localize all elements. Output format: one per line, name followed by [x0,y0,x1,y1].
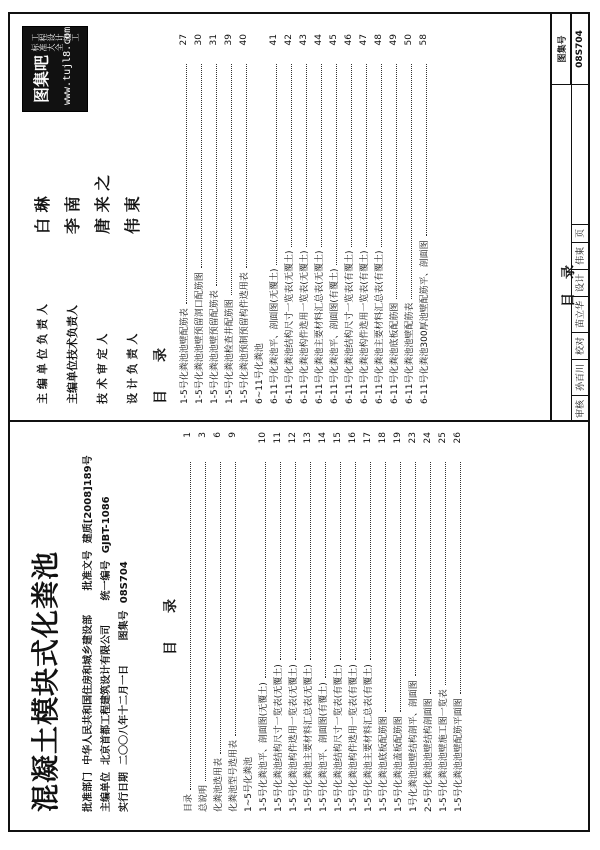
toc-dot-leader [310,462,311,660]
meta-value: 建质[2008]189号 [83,455,94,544]
toc-item-title: 6-11号化粪池池壁配筋表 [405,302,415,404]
toc-item-title: 6-11号化粪池平、剖面图(有覆土) [330,268,340,404]
bottom-cell: 审核 [572,395,588,422]
toc-item [371,34,386,404]
bottom-title-block [550,14,588,422]
toc-dot-leader [231,64,232,295]
toc-dot-leader [276,64,277,265]
resp-signature: 伟 東 [123,196,142,234]
toc-item-title: 6-11号化粪池主要材料汇总表(无覆土) [315,250,325,404]
toc-dot-leader [385,462,386,712]
toc-right [150,34,431,404]
toc-item [390,432,405,812]
bottom-cell: 苗立华 [572,296,588,332]
drawing-no-label: 图集号 [552,14,571,84]
meta-label: 批准部门 [83,772,94,812]
toc-left [180,432,465,812]
toc-item-page: 12 [287,432,298,444]
toc-dot-leader [400,462,401,712]
toc-dot-leader [430,462,431,694]
meta-row [98,455,116,812]
toc-item-page: 25 [437,432,448,444]
toc-item-page: 58 [418,34,429,46]
toc-item-title: 1-5号化粪池预制预留构件选用表 [240,272,250,404]
toc-item-page: 41 [268,34,279,46]
toc-item [386,34,401,404]
toc-item-title: 化粪池型号选用表 [229,739,239,812]
toc-item-title: 1-5号化粪池主要材料汇总表(无覆土) [304,664,314,812]
toc-item [240,432,255,812]
toc-dot-leader [336,64,337,265]
toc-title: 目 录 [163,599,179,655]
toc-item [450,432,465,812]
meta-label: 实行日期 [119,772,130,812]
toc-item [191,34,206,404]
toc-dot-leader [445,462,446,685]
toc-item-title: 1-5号化粪池池壁预留配筋表 [210,290,220,404]
toc-item-page: 6 [212,432,223,438]
toc-dot-leader [340,462,341,660]
toc-item [405,432,420,812]
bottom-cell: 伟東 [572,242,588,269]
meta-label: 统一编号 [101,560,112,601]
toc-item-title: 6~11号化粪池 [255,343,265,404]
toc-item [225,432,240,812]
toc-item [401,34,416,404]
toc-item-page: 47 [358,34,369,46]
toc-item-title: 1-5号化粪池主要材料汇总表(有覆土) [364,664,374,812]
toc-dot-leader [246,64,247,268]
toc-dot-leader [381,64,382,247]
meta-value: GJBT-1086 [101,496,112,554]
toc-item-title: 1-5号化粪池平、剖面图(无覆土) [259,682,269,812]
toc-item-title: 6-11号化粪池底板配筋图 [390,302,400,404]
toc-item [281,34,296,404]
resp-label: 技 术 审 定 人 [96,333,109,404]
toc-right-header: 目 录 [153,348,169,404]
toc-item-title: 目录 [184,793,194,812]
toc-item-page: 11 [272,432,283,444]
toc-dot-leader [460,462,461,694]
toc-dot-leader [220,462,221,754]
right-panel [10,14,588,422]
toc-dot-leader [201,64,202,268]
toc-dot-leader [190,462,191,790]
toc-item-page: 15 [332,432,343,444]
toc-item-title: 1-5号化粪池池壁配筋表 [180,308,190,404]
toc-item-page: 42 [283,34,294,46]
toc-item [356,34,371,404]
meta-label: 图集号 [119,610,130,641]
toc-item-title: 6-11号化粪池主要材料汇总表(有覆土) [375,250,385,404]
toc-item-title: 6-11号化粪池结构尺寸一览表(有覆土) [345,250,355,404]
toc-item-page: 9 [227,432,238,438]
bottom-cell: 校对 [572,332,588,359]
toc-item [180,432,195,812]
toc-item-title: 6-11号化粪池构件选用一览表(无覆土) [300,250,310,404]
document-title: 混凝土模块式化粪池 [29,550,62,812]
toc-item-page: 3 [197,432,208,438]
toc-item-title: 化粪池选用表 [214,757,224,812]
toc-dot-leader [321,64,322,247]
toc-item [345,432,360,812]
toc-dot-leader [366,64,367,247]
toc-item [195,432,210,812]
toc-item [435,432,450,812]
toc-item-title: 1-5号化粪池平、剖面图(有覆土) [319,682,329,812]
toc-item-page: 46 [343,34,354,46]
toc-item-page: 43 [298,34,309,46]
bottom-title: 目 录 [561,265,577,307]
meta-label: 主编单位 [101,772,112,812]
meta-label: 批准文号 [83,550,94,591]
toc-item-title: 1-5号化粪池结构尺寸一览表(无覆土) [274,664,284,812]
toc-dot-leader [426,64,427,236]
meta-value: 08S704 [119,561,130,604]
toc-item-title: 1-5号化粪池池壁预留洞口配筋图 [195,272,205,404]
toc-dot-leader [295,462,296,660]
toc-item-title: 1号化粪池池壁结构剖平、剖面图 [409,680,419,812]
toc-item-title: 6-11号化粪池平、剖面图(无覆土) [270,268,280,404]
toc-item-page: 19 [392,432,403,444]
toc-item-page: 40 [238,34,249,46]
toc-item-page: 14 [317,432,328,444]
toc-item-page: 24 [422,432,433,444]
toc-item [221,34,236,404]
toc-item-title: 1-5号化粪池构件选用一览表(有覆土) [349,664,359,812]
stamp-cn: 图集吧 [32,54,51,103]
toc-dot-leader [370,462,371,660]
toc-item-title: 6-11号化粪池结构尺寸一览表(无覆土) [285,250,295,404]
toc-item [251,34,266,404]
toc-item-page: 17 [362,432,373,444]
toc-item-title: 1-5号化粪池池壁施工图一览表 [439,689,449,812]
responsibility-block [28,154,148,404]
meta-row [116,455,134,812]
resp-line [118,154,148,404]
toc-item-page: 48 [373,34,384,46]
resp-signature: 唐 来 之 [93,174,112,234]
toc-item [315,432,330,812]
toc-dot-leader [351,64,352,247]
toc-item-page: 49 [388,34,399,46]
toc-item-page: 30 [193,34,204,46]
toc-item [206,34,221,404]
resp-label: 主编单位技术负责人 [66,305,79,404]
toc-item-title: 2-5号化粪池池壁结构剖面图 [424,698,434,812]
toc-item-title: 1-5号化粪池盖板配筋图 [394,716,404,812]
toc-right-list [176,34,431,404]
toc-item [375,432,390,812]
toc-dot-leader [325,462,326,678]
toc-item-page: 39 [223,34,234,46]
toc-item [236,34,251,404]
toc-item-page: 10 [257,432,268,444]
toc-item-title: 1-5号化粪池结构尺寸一览表(有覆土) [334,664,344,812]
bottom-cell: 设计 [572,269,588,296]
toc-dot-leader [235,462,236,736]
toc-item-page: 50 [403,34,414,46]
watermark-stamp [22,26,88,112]
toc-item [210,432,225,812]
toc-item-page: 18 [377,432,388,444]
meta-value: 中华人民共和国住房和城乡建设部 [83,614,94,765]
toc-item-page: 44 [313,34,324,46]
bottom-cell: 孙百川 [572,359,588,395]
toc-item [270,432,285,812]
toc-dot-leader [396,64,397,299]
resp-line [88,154,118,404]
meta-value: 北京首都工程建筑设计有限公司 [101,624,112,765]
toc-item [420,432,435,812]
toc-item [360,432,375,812]
toc-item [326,34,341,404]
stamp-url: www.tujl8.com [62,26,73,105]
resp-signature: 李 南 [63,196,82,234]
toc-item [176,34,191,404]
toc-item [330,432,345,812]
document-meta [80,455,134,812]
toc-item [311,34,326,404]
bottom-cell: 页 [572,224,588,242]
toc-item-page: 27 [178,34,189,46]
toc-dot-leader [291,64,292,247]
toc-item-title: 1-5号化粪池池壁配筋平面图 [454,698,464,812]
toc-item-page: 45 [328,34,339,46]
toc-dot-leader [216,64,217,286]
toc-item-title: 1~5号化粪池 [244,757,254,812]
toc-dot-leader [415,462,416,676]
toc-dot-leader [355,462,356,660]
resp-line [58,154,88,404]
resp-signature: 白 琳 [33,196,52,234]
toc-item-page: 16 [347,432,358,444]
drawing-no: 08S704 [575,30,585,68]
toc-dot-leader [205,462,206,781]
toc-item [285,432,300,812]
toc-item-title: 6-11号化粪池300厚池壁配筋平、剖面图 [420,240,430,404]
resp-label: 设 计 负 责 人 [126,333,139,404]
toc-item [255,432,270,812]
toc-item [416,34,431,404]
toc-item [300,432,315,812]
meta-value: 二〇〇八年十二月一日 [119,664,130,765]
toc-dot-leader [186,64,187,304]
resp-label: 主 编 单 位 负 责 人 [36,304,49,404]
toc-item-title: 1-5号化粪池构件选用一览表(无覆土) [289,664,299,812]
toc-item [296,34,311,404]
toc-item-page: 23 [407,432,418,444]
toc-item-page: 31 [208,34,219,46]
toc-item [341,34,356,404]
toc-item [266,34,281,404]
bottom-right [552,14,588,85]
left-panel [10,422,588,830]
drawing-frame [8,12,590,832]
toc-dot-leader [306,64,307,247]
resp-line [28,154,58,404]
toc-item-page: 13 [302,432,313,444]
toc-item-title: 6-11号化粪池构件选用一览表(有覆土) [360,250,370,404]
toc-dot-leader [265,462,266,678]
toc-dot-leader [411,64,412,299]
stamp-sub: 工程设计施工 标准大全 [31,33,79,52]
toc-item-title: 总说明 [199,784,209,812]
toc-item-page: 1 [182,432,193,438]
toc-item-title: 1-5号化粪池底板配筋图 [379,716,389,812]
toc-item-page: 26 [452,432,463,444]
meta-row [80,455,98,812]
toc-item-title: 1-5号化粪池检查井配筋图 [225,299,235,404]
toc-dot-leader [280,462,281,660]
